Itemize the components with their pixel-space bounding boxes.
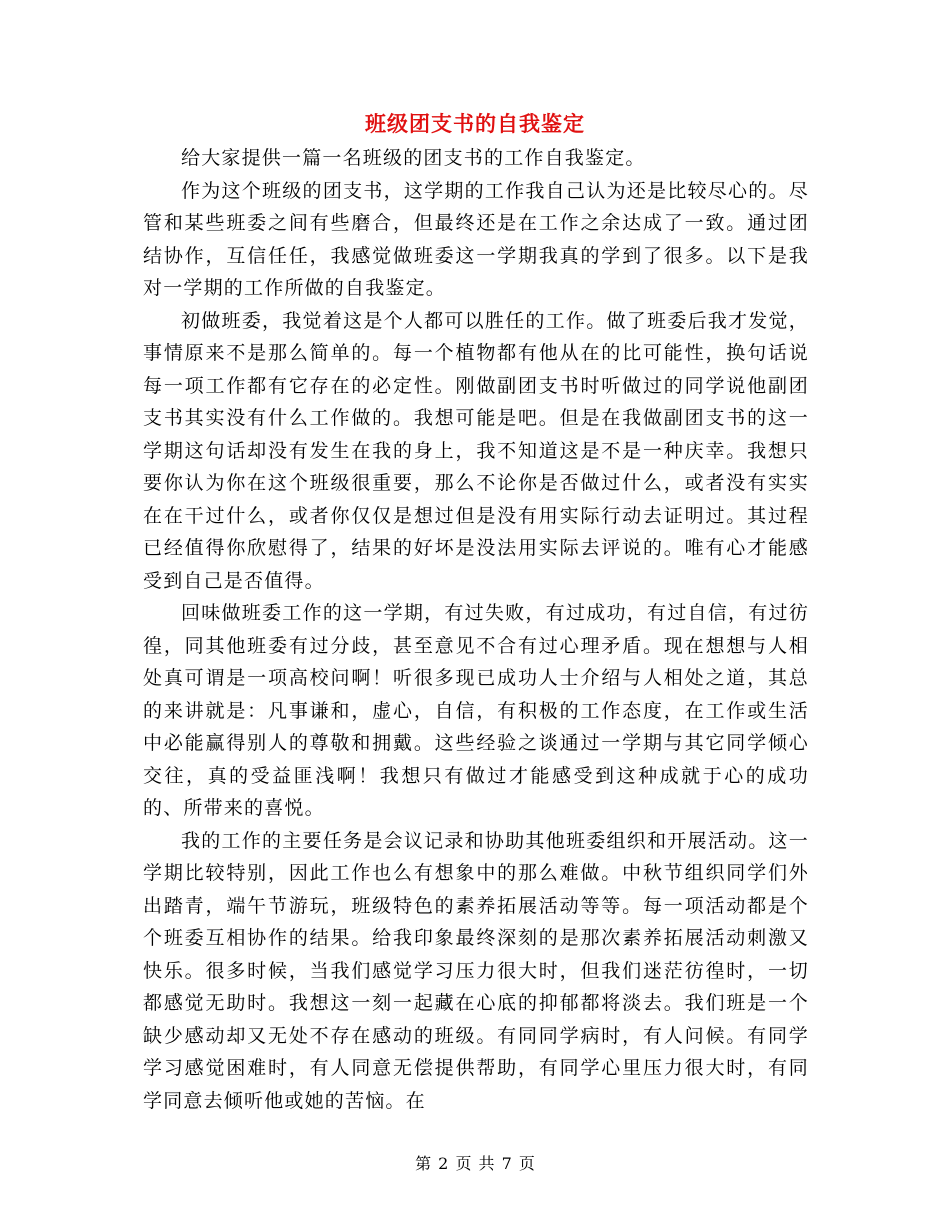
paragraph-reflection: 回味做班委工作的这一学期，有过失败，有过成功，有过自信，有过彷徨，同其他班委有过分歧，甚至意见不合有过心理矛盾。现在想想与人相处真可谓是一项高校问啊！听很多现已成功人士介绍与人相处之道，其总的来讲就是：凡事谦和，虚心，自信，有积极的工作态度，在工作或生活中必能赢得别人的尊敬和拥戴。这些经验之谈通过一学期与其它同学倾心交往，真的受益匪浅啊！我想只有做过才能感受到这种成就于心的成功的、所带来的喜悦。: [143, 602, 809, 819]
document-title: 班级团支书的自我鉴定: [365, 111, 585, 136]
paragraph-tasks: 我的工作的主要任务是会议记录和协助其他班委组织和开展活动。这一学期比较特别，因此工作也么有想象中的那么难做。中秋节组织同学们外出踏青，端午节游玩，班级特色的素养拓展活动等等。每一项活动都是个个班委互相协作的结果。给我印象最终深刻的是那次素养拓展活动刺激又快乐。很多时候，当我们感觉学习压力很大时，但我们迷茫彷徨时，一切都感觉无助时。我想这一刻一起藏在心底的抑郁都将淡去。我们班是一个缺少感动却又无处不存在感动的班级。有同同学病时，有人问候。有同学学习感觉困难时，有人同意无偿提供帮助，有同学心里压力很大时，有同学同意去倾听他或她的苦恼。在: [143, 829, 809, 1112]
paragraph-role: 作为这个班级的团支书，这学期的工作我自己认为还是比较尽心的。尽管和某些班委之间有些磨合，但最终还是在工作之余达成了一致。通过团结协作，互信任任，我感觉做班委这一学期我真的学到了很多。以下是我对一学期的工作所做的自我鉴定。: [143, 179, 809, 299]
paragraph-first-experience: 初做班委，我觉着这是个人都可以胜任的工作。做了班委后我才发觉，事情原来不是那么简单的。每一个植物都有他从在的比可能性，换句话说每一项工作都有它存在的必定性。刚做副团支书时听做过的同学说他副团支书其实没有什么工作做的。我想可能是吧。但是在我做副团支书的这一学期这句话却没有发生在我的身上，我不知道这是不是一种庆幸。我想只要你认为你在这个班级很重要，那么不论你是否做过什么，或者没有实实在在干过什么，或者你仅仅是想过但是没有用实际行动去证明过。其过程已经值得你欣慰得了，结果的好坏是没法用实际去评说的。唯有心才能感受到自己是否值得。: [143, 309, 809, 592]
page-number-footer: 第 2 页 共 7 页: [415, 1154, 535, 1173]
document-body: [143, 142, 809, 1117]
paragraph-intro: 给大家提供一篇一名班级的团支书的工作自我鉴定。: [181, 147, 646, 169]
